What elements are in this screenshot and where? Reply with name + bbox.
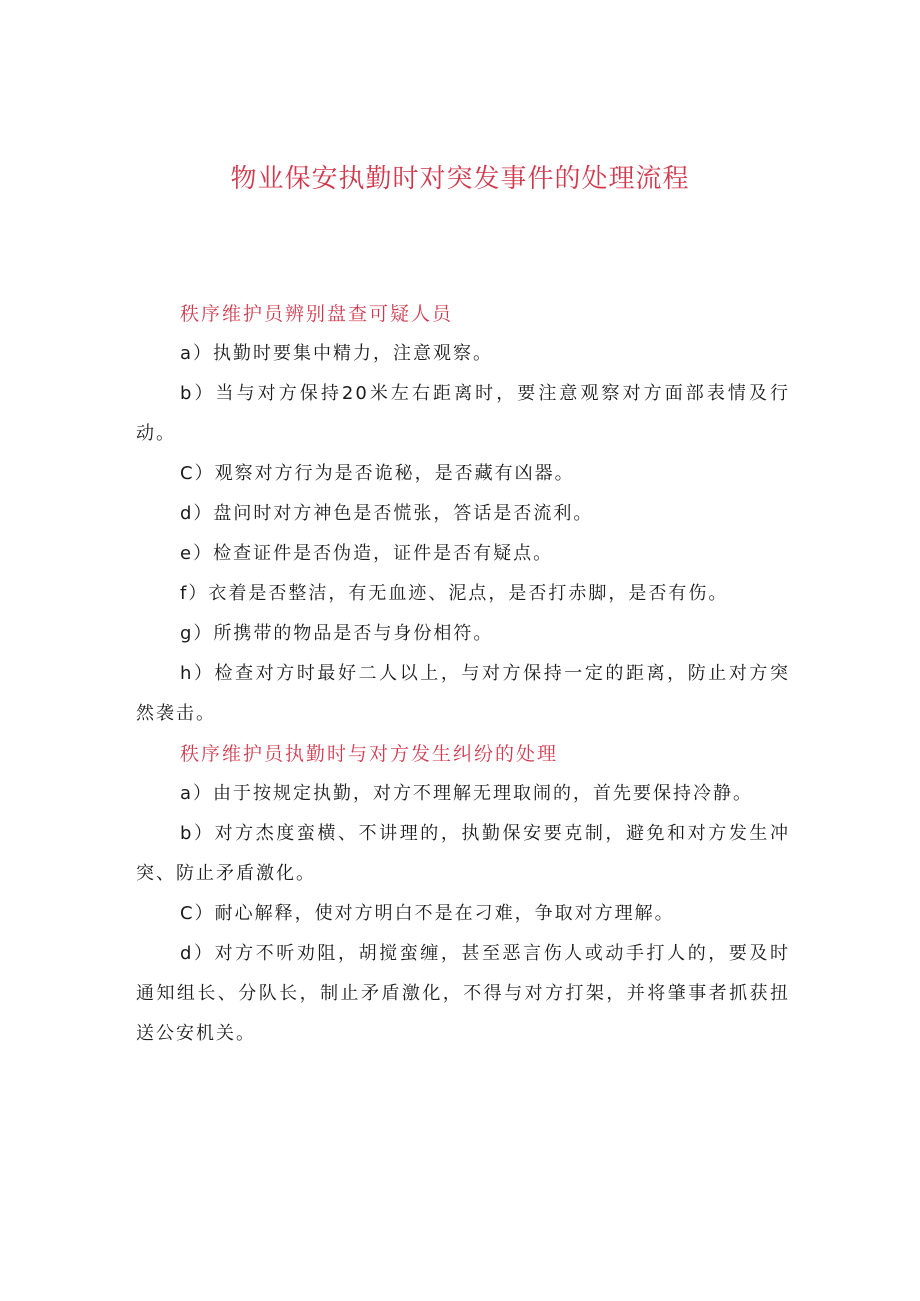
- list-item: f）衣着是否整洁，有无血迹、泥点，是否打赤脚，是否有伤。: [180, 583, 729, 604]
- section-heading: 秩序维护员辨别盘查可疑人员: [180, 303, 454, 325]
- list-item: d）对方不听劝阻，胡搅蛮缠，甚至恶言伤人或动手打人的，要及时通知组长、分队长，制止矛盾激化，不得与对方打架，并将肇事者抓获扭送公安机关。: [136, 943, 790, 1044]
- section-dispute-handling: [136, 734, 790, 1054]
- list-item: b）当与对方保持20米左右距离时，要注意观察对方面部表情及行动。: [136, 383, 790, 444]
- list-item: b）对方杰度蛮横、不讲理的，执勤保安要克制，避免和对方发生冲突、防止矛盾激化。: [136, 823, 790, 884]
- section-heading: 秩序维护员执勤时与对方发生纠纷的处理: [180, 743, 559, 765]
- list-item: d）盘问时对方神色是否慌张，答话是否流利。: [180, 503, 594, 524]
- list-item: C）耐心解释，使对方明白不是在刁难，争取对方理解。: [180, 903, 675, 924]
- section-suspect-inspection: [136, 294, 790, 734]
- list-item: a）执勤时要集中精力，注意观察。: [180, 343, 494, 364]
- list-item: C）观察对方行为是否诡秘，是否藏有凶器。: [180, 463, 575, 484]
- document-title: 物业保安执勤时对突发事件的处理流程: [230, 164, 690, 194]
- list-item: g）所携带的物品是否与身份相符。: [180, 623, 494, 644]
- list-item: a）由于按规定执勤，对方不理解无理取闹的，首先要保持冷静。: [180, 783, 754, 804]
- list-item: h）检查对方时最好二人以上，与对方保持一定的距离，防止对方突然袭击。: [136, 663, 790, 724]
- list-item: e）检查证件是否伪造，证件是否有疑点。: [180, 543, 554, 564]
- document-body: [136, 294, 790, 1054]
